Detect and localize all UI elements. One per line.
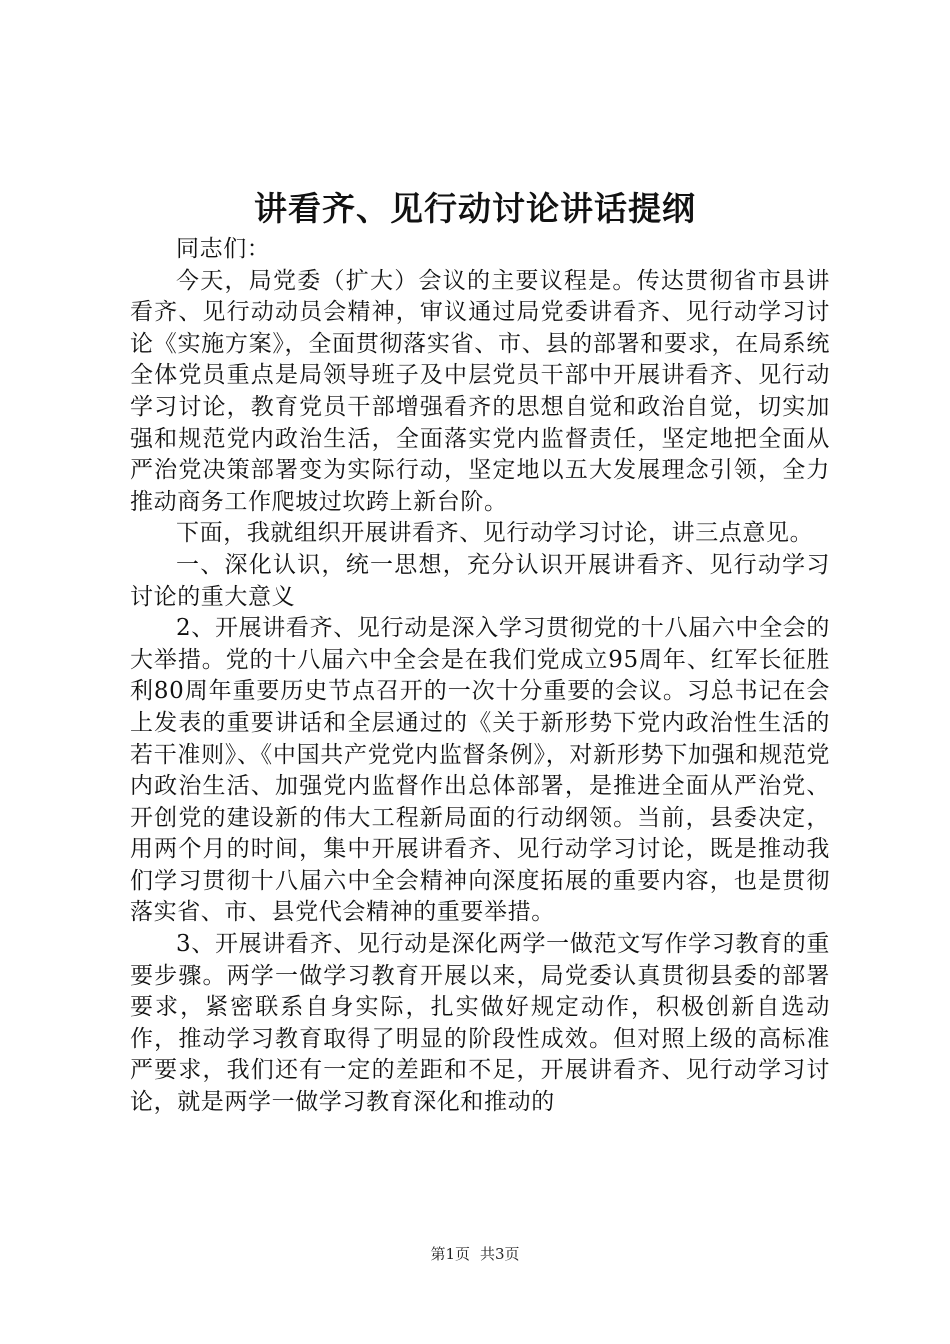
page-number: 第1页 xyxy=(430,1245,470,1263)
page-footer xyxy=(0,1244,950,1264)
document-title: 讲看齐、见行动讨论讲话提纲 xyxy=(254,189,696,228)
page-total: 共3页 xyxy=(480,1245,520,1263)
document-body xyxy=(130,234,830,1119)
section-heading: 一、深化认识，统一思想，充分认识开展讲看齐、见行动学习讨论的重大意义 xyxy=(130,551,830,610)
salutation-paragraph: 同志们： xyxy=(176,236,271,262)
body-paragraph: 2、开展讲看齐、见行动是深入学习贯彻党的十八届六中全会的大举措。党的十八届六中全会是在我们党成立95周年、红军长征胜利80周年重要历史节点召开的一次十分重要的会议。习总书记在会上发表的重要讲话和全层通过的《关于新形势下党内政治性生活的若干准则》、《中国共产党党内监督条例》，对新形势下加强和规范党内政治生活、加强党内监督作出总体部署，是推进全面从严治党、开创党的建设新的伟大工程新局面的行动纲领。当前，县委决定，用两个月的时间，集中开展讲看齐、见行动学习讨论，既是推动我们学习贯彻十八届六中全会精神向深度拓展的重要内容，也是贯彻落实省、市、县党代会精神的重要举措。 xyxy=(130,615,830,926)
body-paragraph: 3、开展讲看齐、见行动是深化两学一做范文写作学习教育的重要步骤。两学一做学习教育开展以来，局党委认真贯彻县委的部署要求，紧密联系自身实际，扎实做好规定动作，积极创新自选动作，推动学习教育取得了明显的阶段性成效。但对照上级的高标准严要求，我们还有一定的差距和不足，开展讲看齐、见行动学习讨论，就是两学一做学习教育深化和推动的 xyxy=(130,931,830,1116)
body-paragraph: 下面，我就组织开展讲看齐、见行动学习讨论，讲三点意见。 xyxy=(176,520,814,547)
body-paragraph: 今天，局党委（扩大）会议的主要议程是。传达贯彻省市县讲看齐、见行动动员会精神，审议通过局党委讲看齐、见行动学习讨论《实施方案》，全面贯彻落实省、市、县的部署和要求，在局系统全体党员重点是局领导班子及中层党员干部中开展讲看齐、见行动学习讨论，教育党员干部增强看齐的思想自觉和政治自觉，切实加强和规范党内政治生活，全面落实党内监督责任，坚定地把全面从严治党决策部署变为实际行动，坚定地以五大发展理念引领，全力推动商务工作爬坡过坎跨上新台阶。 xyxy=(130,267,830,515)
